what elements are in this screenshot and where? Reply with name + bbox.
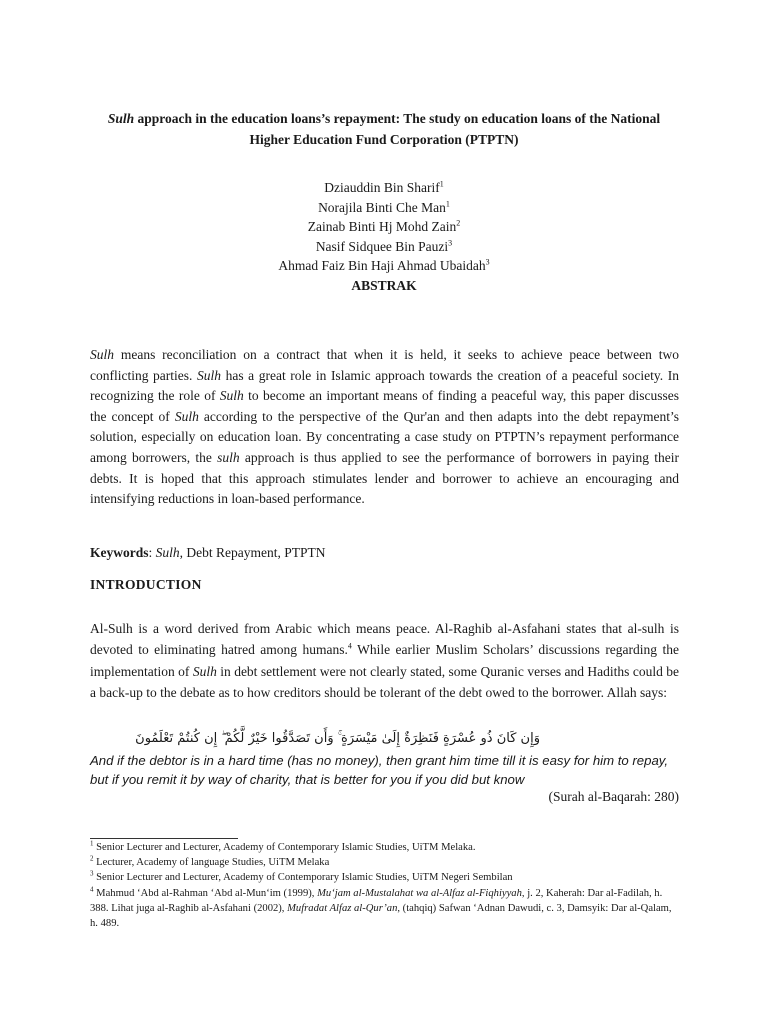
author-affiliation-mark: 3 — [448, 238, 453, 247]
abstract-heading: ABSTRAK — [351, 278, 417, 293]
author-affiliation-mark: 2 — [456, 218, 461, 228]
footnote — [90, 886, 680, 932]
verse-reference: (Surah al-Baqarah: 280) — [548, 789, 679, 804]
term-italic: Sulh — [192, 663, 217, 679]
footnote — [90, 855, 680, 870]
footnote — [90, 870, 680, 885]
author-line — [190, 178, 578, 198]
footnote-text: , (tahqiq) Safwan ‘Adnan Dawudi, c. 3, Damsyik: Dar al-Qalam, h. 489. — [90, 902, 672, 930]
footnote-number: 4 — [90, 885, 94, 894]
term-italic: Sulh — [174, 408, 199, 424]
intro-text: While earlier Muslim Scholars’ discussions regarding the implementation of — [90, 642, 679, 679]
footnote — [90, 840, 680, 855]
title-italic-word: Sulh — [107, 111, 135, 126]
paper-title — [90, 108, 678, 150]
footnote-italic-title: Mufradat Alfaz al-Qur’an — [287, 902, 398, 914]
footnote-number: 2 — [90, 854, 94, 863]
author-list — [190, 178, 578, 276]
keywords-line — [90, 543, 679, 563]
intro-text: Al-Sulh is a word derived from Arabic which means peace. Al-Raghib al-Asfahani states that al-sulh is devoted to eliminating hatred among humans. — [90, 621, 679, 658]
keywords-label: Keywords — [90, 545, 149, 560]
term-italic: Sulh — [197, 367, 222, 383]
footnote-text: Senior Lecturer and Lecturer, Academy of Contemporary Islamic Studies, UiTM Melaka. — [93, 842, 476, 853]
author-affiliation-mark: 1 — [439, 179, 444, 189]
introduction-paragraph — [90, 618, 679, 703]
abstract-text: approach is thus applied to see the performance of borrowers in paying their debts. It is hoped that this approach stimulates lender and borrower to achieve an encouraging and intensifying reductions in loan-based performance. — [90, 449, 679, 507]
author-line — [190, 217, 578, 237]
author-name: Zainab Binti Hj Mohd Zain — [307, 219, 457, 234]
footnote-divider — [90, 838, 238, 839]
introduction-heading: INTRODUCTION — [90, 577, 202, 592]
footnote-text: Mahmud ‘Abd al-Rahman ‘Abd al-Mun‘im (1999), — [93, 887, 318, 899]
footnote-text: , j. 2, Kaherah: Dar al-Fadilah, h. 388. Lihat juga al-Raghib al-Asfahani (2002), — [90, 887, 663, 914]
term-italic: Sulh — [219, 388, 244, 404]
author-name: Nasif Sidquee Bin Pauzi — [315, 238, 449, 254]
footnote-text: Lecturer, Academy of language Studies, UiTM Melaka — [93, 857, 330, 869]
term-italic: Sulh — [90, 347, 115, 362]
abstract-text: to become an important means of finding a peaceful way, this paper discusses the concept of — [90, 388, 679, 424]
footnote-italic-title: Mu‘jam al-Mustalahat wa al-Alfaz al-Fiqhiyyah — [317, 887, 522, 899]
footnote-text: Senior Lecturer and Lecturer, Academy of Contemporary Islamic Studies, UiTM Negeri Sembilan — [93, 872, 513, 884]
author-name: Ahmad Faiz Bin Haji Ahmad Ubaidah — [278, 258, 486, 273]
abstract-text: has a great role in Islamic approach towards the creation of a peaceful society. In recognizing the role of — [90, 367, 679, 404]
abstract-text: according to the perspective of the Qur'an and then adapts into the debt repayment’s solution, especially on education loan. By concentrating a case study on PTPTN’s repayment performance among borrowers, the — [90, 408, 680, 465]
keywords-colon: : — [148, 545, 156, 560]
title-text: approach in the education loans’s repayment: The study on education loans of the National Higher Education Fund Corporation (PTPTN) — [134, 111, 661, 147]
author-line — [190, 237, 578, 257]
author-name: Dziauddin Bin Sharif — [324, 180, 440, 195]
verse-translation: And if the debtor is in a hard time (has no money), then grant him time till it is easy for him to repay, but if you remit it by way of charity, that is better for you if you did but know — [90, 753, 669, 787]
footnote-number: 1 — [90, 839, 94, 848]
author-affiliation-mark: 3 — [485, 257, 490, 267]
term-italic: sulh — [217, 449, 240, 465]
intro-text: in debt settlement were not clearly stated, some Quranic verses and Hadiths could be a back-up to the debate as to how creditors should be tolerant of the debt owed to the borrower. Allah says: — [90, 663, 679, 700]
author-line — [190, 198, 578, 218]
footnote-ref-4[interactable]: 4 — [347, 641, 352, 651]
keyword-italic: Sulh — [155, 545, 180, 560]
quran-verse-arabic: وَإِن كَانَ ذُو عُسْرَةٍ فَنَظِرَةٌ إِلَىٰ مَيْسَرَةٍ ۚ وَأَن تَصَدَّقُوا خَيْرٌ لَّكُمْ ۖ إِن كُنتُمْ تَعْلَمُونَ — [135, 731, 540, 746]
author-name: Norajila Binti Che Man — [318, 199, 446, 215]
author-affiliation-mark: 1 — [445, 199, 450, 208]
abstract-text: means reconciliation on a contract that when it is held, it seeks to achieve peace between two conflicting parties. — [90, 347, 679, 383]
abstract-paragraph — [90, 345, 679, 510]
footnotes — [90, 840, 680, 931]
keywords-text: , Debt Repayment, PTPTN — [179, 545, 326, 560]
author-line — [190, 256, 578, 276]
footnote-number: 3 — [90, 869, 94, 878]
